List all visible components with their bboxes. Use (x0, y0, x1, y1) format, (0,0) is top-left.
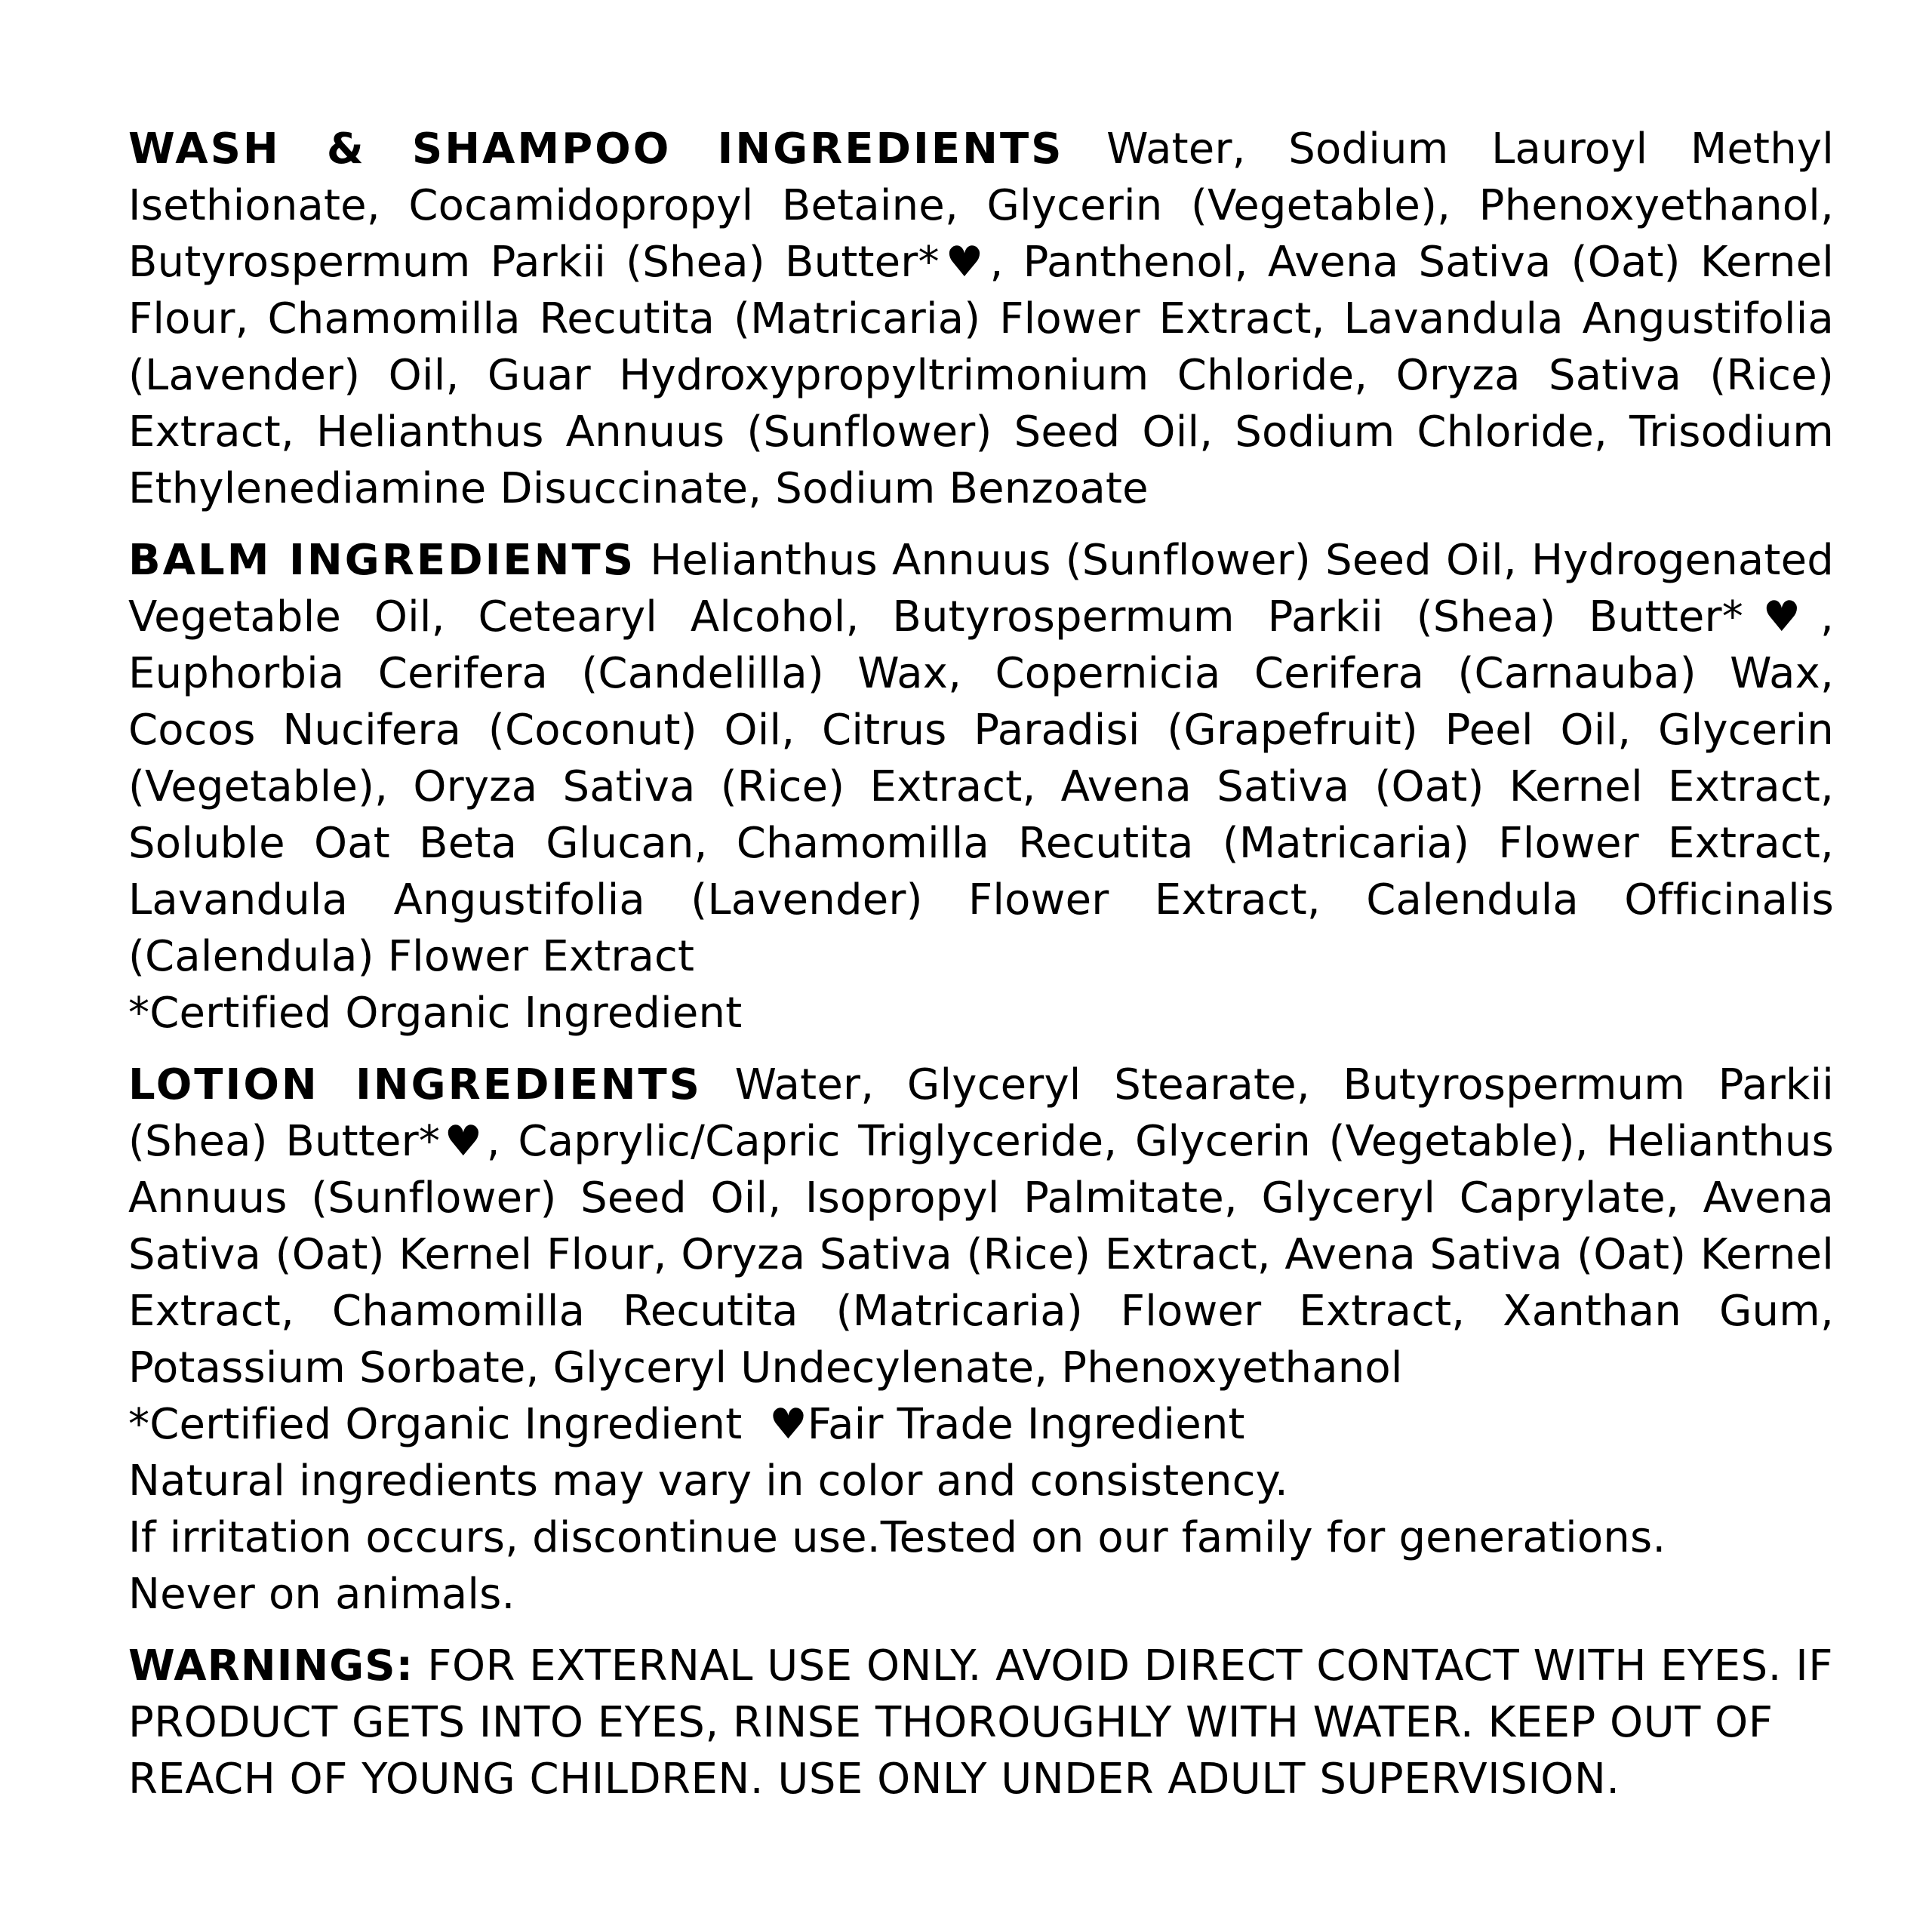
lotion-section (128, 1057, 1834, 1623)
warnings-text: FOR EXTERNAL USE ONLY. AVOID DIRECT CONTACT WITH EYES. IF PRODUCT GETS INTO EYES, RINSE THOROUGHLY WITH WATER. KEEP OUT OF REACH OF YOUNG CHILDREN. USE ONLY UNDER ADULT SUPERVISION. (128, 1641, 1833, 1804)
balm-paragraph (128, 532, 1834, 985)
lotion-paragraph (128, 1057, 1834, 1396)
natural-variation-note: Natural ingredients may vary in color and consistency. (128, 1457, 1289, 1506)
lotion-organic-fairtrade-note: *Certified Organic Ingredient ♥Fair Trade Ingredient (128, 1400, 1245, 1449)
wash-shampoo-ingredients: Water, Sodium Lauroyl Methyl Isethionate, Cocamidopropyl Betaine, Glycerin (Vegetable), Phenoxyethanol, Butyrospermum Parkii (Shea) Butter*♥, Panthenol, Avena Sativa (Oat) Kernel Flour, Chamomilla Recutita (Matricaria) Flower Extract, Lavandula Angustifolia (Lavender) Oil, Guar Hydroxypropyltrimonium Chloride, Oryza Sativa (Rice) Extract, Helianthus Annuus (Sunflower) Seed Oil, Sodium Chloride, Trisodium Ethylenediamine Disuccinate, Sodium Benzoate (128, 125, 1834, 513)
warnings-section (128, 1638, 1834, 1807)
balm-organic-note: *Certified Organic Ingredient (128, 989, 743, 1038)
balm-ingredients: Helianthus Annuus (Sunflower) Seed Oil, Hydrogenated Vegetable Oil, Cetearyl Alcohol, Butyrospermum Parkii (Shea) Butter*♥, Euphorbia Cerifera (Candelilla) Wax, Copernicia Cerifera (Carnauba) Wax, Cocos Nucifera (Coconut) Oil, Citrus Paradisi (Grapefruit) Peel Oil, Glycerin (Vegetable), Oryza Sativa (Rice) Extract, Avena Sativa (Oat) Kernel Extract, Soluble Oat Beta Glucan, Chamomilla Recutita (Matricaria) Flower Extract, Lavandula Angustifolia (Lavender) Flower Extract, Calendula Officinalis (Calendula) Flower Extract (128, 536, 1834, 981)
warnings-heading: WARNINGS: (128, 1641, 414, 1690)
irritation-note: If irritation occurs, discontinue use.Tested on our family for generations. Never on animals. (128, 1513, 1666, 1619)
ingredients-label (128, 121, 1834, 1823)
lotion-heading: LOTION INGREDIENTS (128, 1060, 702, 1109)
balm-section (128, 532, 1834, 1041)
warnings-paragraph (128, 1638, 1834, 1807)
wash-shampoo-heading: WASH & SHAMPOO INGREDIENTS (128, 125, 1064, 174)
lotion-ingredients: Water, Glyceryl Stearate, Butyrospermum Parkii (Shea) Butter*♥, Caprylic/Capric Triglyceride, Glycerin (Vegetable), Helianthus Annuus (Sunflower) Seed Oil, Isopropyl Palmitate, Glyceryl Caprylate, Avena Sativa (Oat) Kernel Flour, Oryza Sativa (Rice) Extract, Avena Sativa (Oat) Kernel Extract, Chamomilla Recutita (Matricaria) Flower Extract, Xanthan Gum, Potassium Sorbate, Glyceryl Undecylenate, Phenoxyethanol (128, 1060, 1834, 1392)
wash-shampoo-section (128, 121, 1834, 517)
wash-shampoo-paragraph (128, 121, 1834, 517)
balm-heading: BALM INGREDIENTS (128, 536, 636, 585)
